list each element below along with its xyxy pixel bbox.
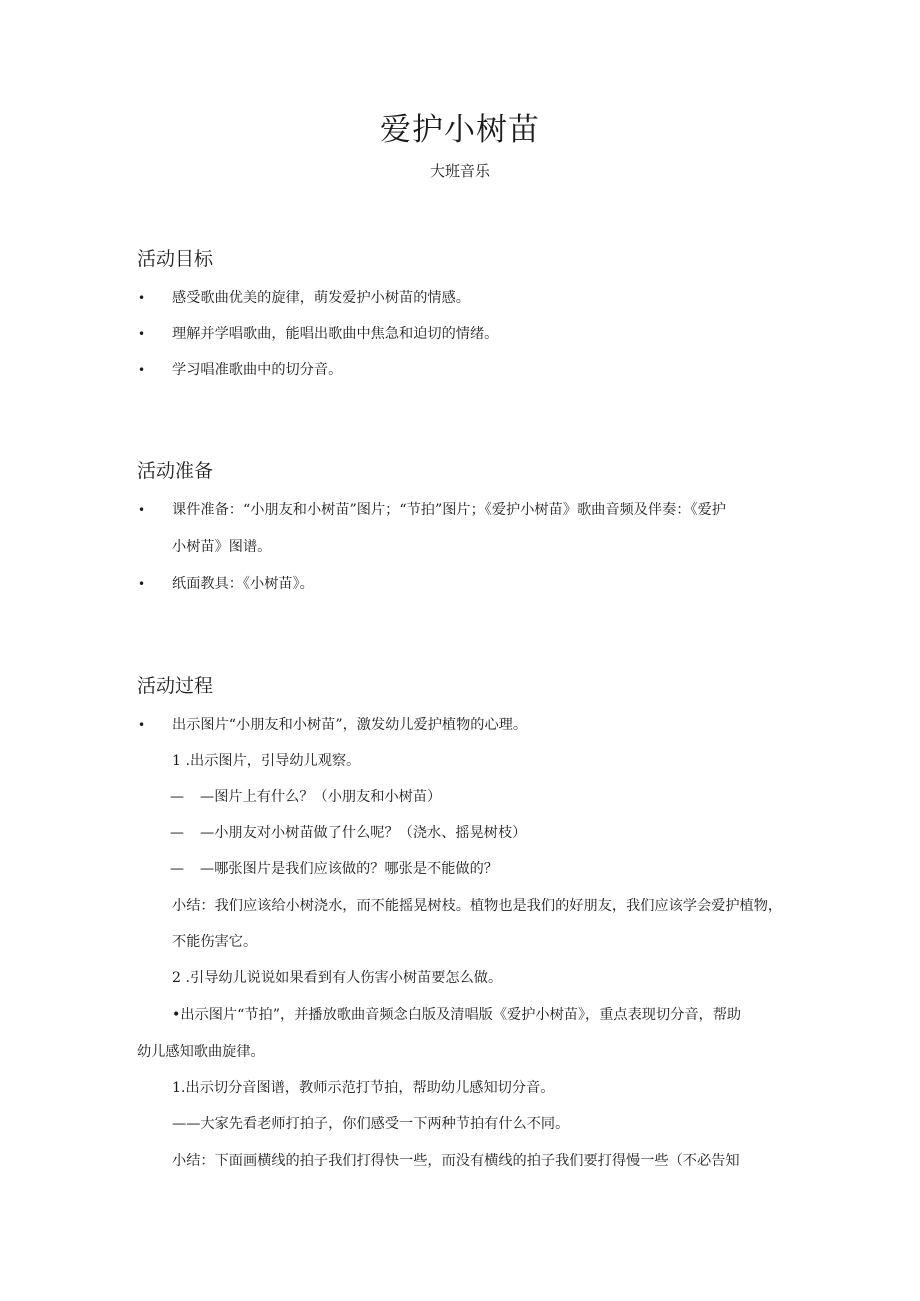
summary-line: 不能伤害它。 bbox=[172, 934, 258, 950]
prep-item-line: 小树苗》图谱。 bbox=[172, 539, 272, 555]
question-line: —图片上有什么？（小朋友和小树苗） bbox=[200, 789, 442, 805]
bullet-icon: • bbox=[138, 327, 146, 341]
prep-item-line: 课件准备：“小朋友和小树苗”图片；“节拍”图片；《爱护小树苗》歌曲音频及伴奏：《爱护 bbox=[172, 502, 726, 518]
section-heading-prep: 活动准备 bbox=[137, 460, 214, 482]
summary-line: 小结：下面画横线的拍子我们打得快一些，而没有横线的拍子我们要打得慢一些（不必告知 bbox=[172, 1153, 740, 1169]
process-bullet-line: •出示图片“节拍”，并播放歌曲音频念白版及清唱版《爱护小树苗》，重点表现切分音，帮助 bbox=[172, 1007, 742, 1023]
goal-item: 感受歌曲优美的旋律，萌发爱护小树苗的情感。 bbox=[172, 290, 470, 306]
process-bullet: 出示图片“小朋友和小树苗”，激发幼儿爱护植物的心理。 bbox=[172, 717, 528, 733]
bullet-icon: • bbox=[138, 577, 146, 591]
dash-icon: — bbox=[170, 825, 184, 841]
question-line: —小朋友对小树苗做了什么呢？（浇水、摇晃树枝） bbox=[200, 825, 527, 841]
question-line: ——大家先看老师打拍子，你们感受一下两种节拍有什么不同。 bbox=[172, 1116, 570, 1132]
process-step: 2 .引导幼儿说说如果看到有人伤害小树苗要怎么做。 bbox=[172, 970, 503, 986]
goal-item: 理解并学唱歌曲，能唱出歌曲中焦急和迫切的情绪。 bbox=[172, 326, 499, 342]
bullet-icon: • bbox=[138, 718, 146, 732]
bullet-icon: • bbox=[138, 291, 146, 305]
goal-item: 学习唱准歌曲中的切分音。 bbox=[172, 362, 343, 378]
document-subtitle: 大班音乐 bbox=[429, 162, 490, 180]
prep-item: 纸面教具：《小树苗》。 bbox=[172, 576, 314, 592]
question-line: —哪张图片是我们应该做的？哪张是不能做的？ bbox=[200, 861, 498, 877]
dash-icon: — bbox=[170, 789, 184, 805]
bullet-icon: • bbox=[138, 363, 146, 377]
process-step: 1.出示切分音图谱，教师示范打节拍，帮助幼儿感知切分音。 bbox=[172, 1080, 555, 1096]
process-bullet-line: 幼儿感知歌曲旋律。 bbox=[137, 1044, 265, 1060]
process-step: 1 .出示图片，引导幼儿观察。 bbox=[172, 753, 361, 769]
document-title: 爱护小树苗 bbox=[380, 112, 540, 148]
bullet-icon: • bbox=[138, 503, 146, 517]
section-heading-goals: 活动目标 bbox=[137, 248, 214, 270]
summary-line: 小结：我们应该给小树浇水，而不能摇晃树枝。植物也是我们的好朋友，我们应该学会爱护植物， bbox=[172, 898, 783, 914]
section-heading-process: 活动过程 bbox=[137, 675, 214, 697]
dash-icon: — bbox=[170, 861, 184, 877]
